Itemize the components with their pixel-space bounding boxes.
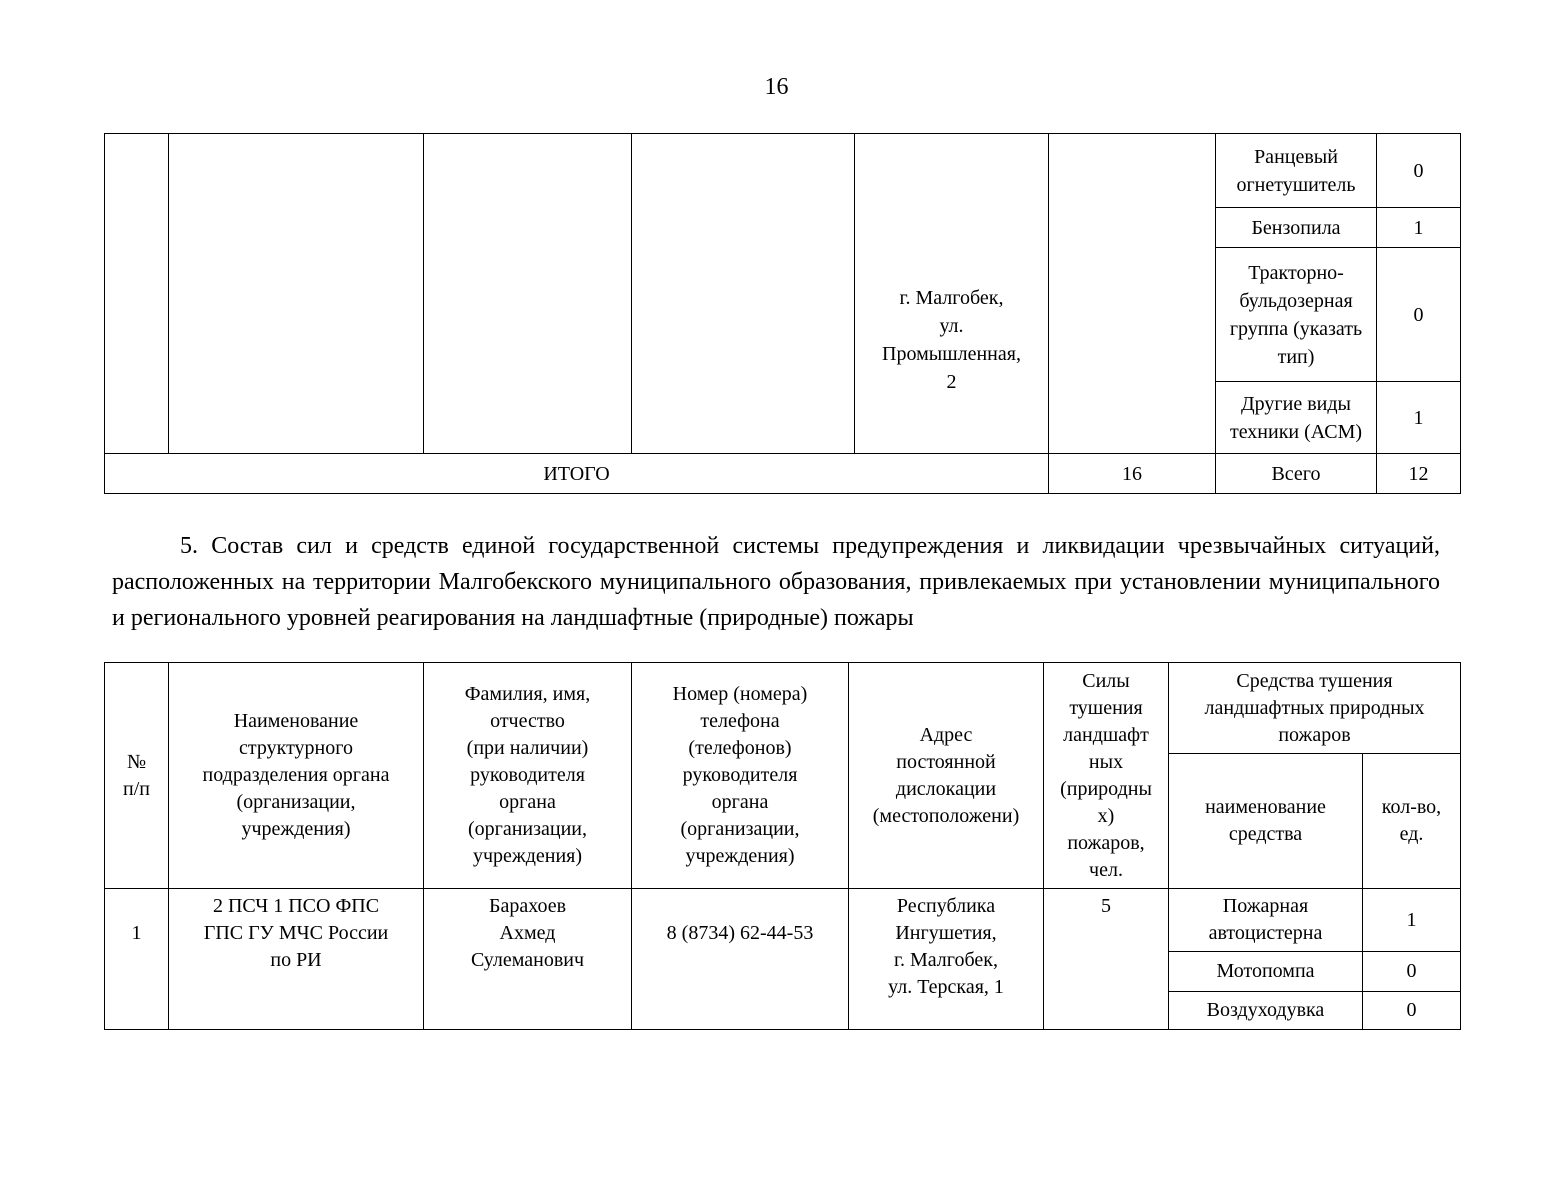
header-row	[105, 663, 1461, 754]
equipment-qty: 0	[1377, 134, 1461, 208]
section-heading: 5. Состав сил и средств единой государственной системы предупреждения и ликвидации чрезвычайных ситуаций, расположенных на территории Малгобекского муниципального образования, привлекаемых при установлении муниципального и регионального уровней реагирования на ландшафтные (природные) пожары	[112, 533, 1440, 631]
equipment-name: Другие виды техники (АСМ)	[1216, 382, 1377, 454]
total-label: ИТОГО	[105, 454, 1049, 494]
header-means-qty: кол-во, ед.	[1363, 754, 1461, 889]
row-unit: 2 ПСЧ 1 ПСО ФПС ГПС ГУ МЧС России по РИ	[169, 889, 424, 1030]
row-forces: 5	[1044, 889, 1169, 1030]
equipment-name: Мотопомпа	[1169, 952, 1363, 992]
forces-table-continuation	[104, 133, 1461, 494]
forces-table	[104, 662, 1461, 1030]
row-head: Барахоев Ахмед Сулеманович	[424, 889, 632, 1030]
equipment-name: Пожарная автоцистерна	[1169, 889, 1363, 952]
header-means-name: наименование средства	[1169, 754, 1363, 889]
header-forces: Силы тушения ландшафт ных (природны х) пожаров, чел.	[1044, 663, 1169, 889]
header-phone: Номер (номера) телефона (телефонов) руководителя органа (организации, учреждения)	[632, 663, 849, 889]
equipment-name: Воздуходувка	[1169, 992, 1363, 1030]
equipment-name: Ранцевый огнетушитель	[1216, 134, 1377, 208]
header-num: № п/п	[105, 663, 169, 889]
total-means-label: Всего	[1216, 454, 1377, 494]
equipment-qty: 0	[1363, 952, 1461, 992]
row-address: Республика Ингушетия, г. Малгобек, ул. Терская, 1	[849, 889, 1044, 1030]
table-cell	[1049, 134, 1216, 454]
header-head: Фамилия, имя, отчество (при наличии) руководителя органа (организации, учреждения)	[424, 663, 632, 889]
total-row	[105, 454, 1461, 494]
row-num: 1	[105, 889, 169, 1030]
page-number: 16	[764, 74, 789, 100]
equipment-qty: 0	[1377, 248, 1461, 382]
table-cell	[169, 134, 424, 454]
table-row	[105, 134, 1461, 208]
equipment-qty: 1	[1377, 382, 1461, 454]
table-row	[105, 889, 1461, 952]
table-cell	[632, 134, 855, 454]
address-cell: г. Малгобек, ул. Промышленная, 2	[855, 134, 1049, 454]
total-forces: 16	[1049, 454, 1216, 494]
header-unit: Наименование структурного подразделения органа (организации, учреждения)	[169, 663, 424, 889]
equipment-name: Тракторно- бульдозерная группа (указать тип)	[1216, 248, 1377, 382]
equipment-qty: 0	[1363, 992, 1461, 1030]
header-address: Адрес постоянной дислокации (местоположени)	[849, 663, 1044, 889]
equipment-qty: 1	[1377, 208, 1461, 248]
row-phone: 8 (8734) 62-44-53	[632, 889, 849, 1030]
table-cell	[105, 134, 169, 454]
header-means: Средства тушения ландшафтных природных пожаров	[1169, 663, 1461, 754]
equipment-name: Бензопила	[1216, 208, 1377, 248]
table-cell	[424, 134, 632, 454]
equipment-qty: 1	[1363, 889, 1461, 952]
total-means: 12	[1377, 454, 1461, 494]
